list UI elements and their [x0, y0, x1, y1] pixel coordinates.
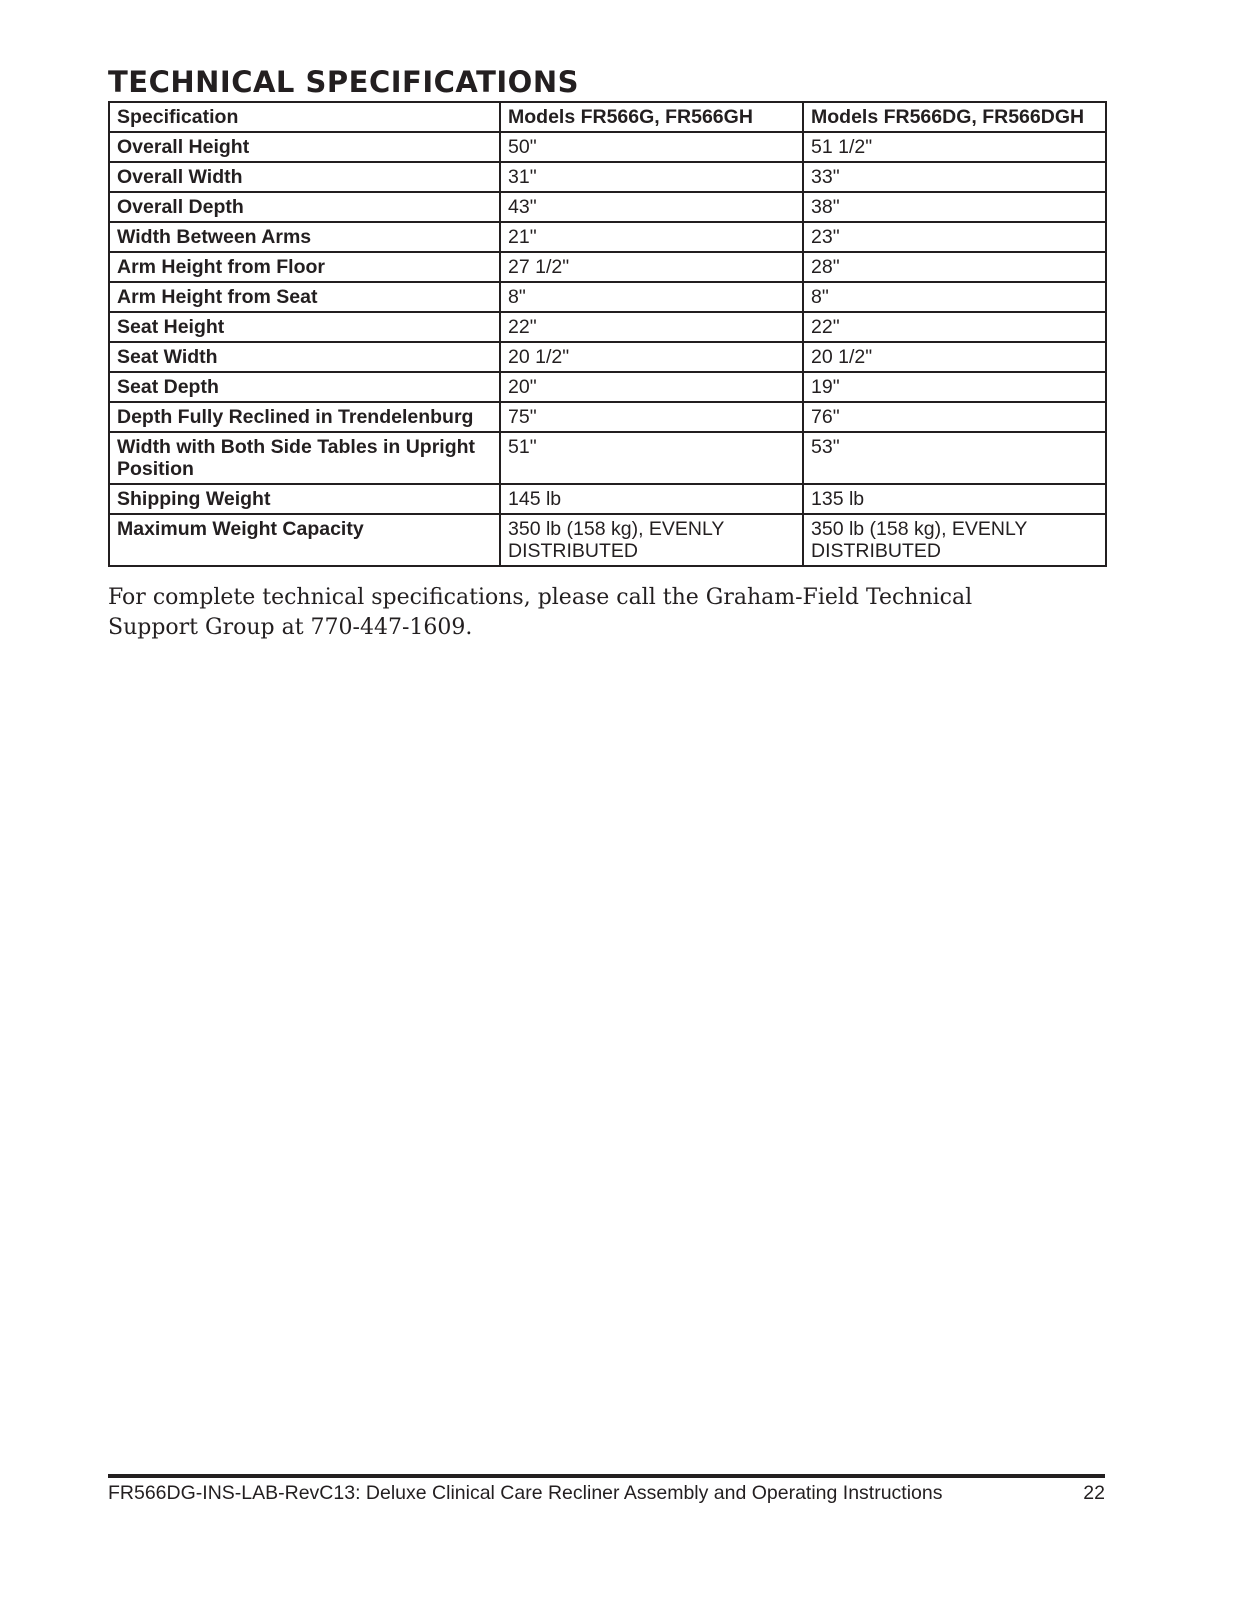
spec-value-fr566g: 20" [500, 372, 803, 402]
spec-name: Overall Depth [109, 192, 500, 222]
column-header-models-fr566g: Models FR566G, FR566GH [500, 102, 803, 132]
spec-name: Seat Depth [109, 372, 500, 402]
table-row [109, 402, 1106, 432]
specifications-table [108, 101, 1107, 567]
spec-value-fr566dg: 19" [803, 372, 1106, 402]
page-title: TECHNICAL SPECIFICATIONS [108, 65, 579, 99]
table-row [109, 514, 1106, 566]
spec-value-fr566g: 20 1/2" [500, 342, 803, 372]
spec-value-fr566g: 27 1/2" [500, 252, 803, 282]
spec-value-fr566dg: 76" [803, 402, 1106, 432]
table-row [109, 372, 1106, 402]
table-row [109, 192, 1106, 222]
table-row [109, 162, 1106, 192]
spec-value-fr566g: 51" [500, 432, 803, 484]
spec-name: Width with Both Side Tables in Upright Position [109, 432, 500, 484]
spec-value-fr566dg: 8" [803, 282, 1106, 312]
table-row [109, 132, 1106, 162]
spec-value-fr566g: 21" [500, 222, 803, 252]
spec-value-fr566g: 22" [500, 312, 803, 342]
spec-name: Seat Height [109, 312, 500, 342]
spec-value-fr566g: 75" [500, 402, 803, 432]
table-row [109, 222, 1106, 252]
table-row [109, 282, 1106, 312]
spec-name: Shipping Weight [109, 484, 500, 514]
spec-value-fr566dg: 51 1/2" [803, 132, 1106, 162]
table-row [109, 252, 1106, 282]
spec-value-fr566dg: 53" [803, 432, 1106, 484]
column-header-models-fr566dg: Models FR566DG, FR566DGH [803, 102, 1106, 132]
table-row [109, 312, 1106, 342]
spec-name: Arm Height from Seat [109, 282, 500, 312]
spec-value-fr566g: 350 lb (158 kg), EVENLY DISTRIBUTED [500, 514, 803, 566]
column-header-specification: Specification [109, 102, 500, 132]
spec-value-fr566dg: 350 lb (158 kg), EVENLY DISTRIBUTED [803, 514, 1106, 566]
spec-name: Overall Height [109, 132, 500, 162]
spec-value-fr566g: 145 lb [500, 484, 803, 514]
footer-divider [108, 1474, 1105, 1478]
table-row [109, 484, 1106, 514]
table-header-row [109, 102, 1106, 132]
table-row [109, 432, 1106, 484]
spec-value-fr566dg: 135 lb [803, 484, 1106, 514]
table-row [109, 342, 1106, 372]
footer-document-title: FR566DG-INS-LAB-RevC13: Deluxe Clinical Care Recliner Assembly and Operating Instructions [108, 1482, 943, 1504]
spec-value-fr566dg: 23" [803, 222, 1106, 252]
spec-name: Arm Height from Floor [109, 252, 500, 282]
spec-value-fr566g: 50" [500, 132, 803, 162]
spec-value-fr566g: 8" [500, 282, 803, 312]
spec-name: Maximum Weight Capacity [109, 514, 500, 566]
spec-name: Seat Width [109, 342, 500, 372]
spec-value-fr566dg: 38" [803, 192, 1106, 222]
spec-value-fr566dg: 28" [803, 252, 1106, 282]
spec-value-fr566dg: 20 1/2" [803, 342, 1106, 372]
technical-support-note: For complete technical specifications, please call the Graham-Field Technical Support Group at 770-447-1609. [108, 585, 973, 640]
spec-name: Depth Fully Reclined in Trendelenburg [109, 402, 500, 432]
spec-value-fr566g: 31" [500, 162, 803, 192]
spec-name: Width Between Arms [109, 222, 500, 252]
spec-value-fr566g: 43" [500, 192, 803, 222]
page-number: 22 [1083, 1482, 1105, 1504]
spec-name: Overall Width [109, 162, 500, 192]
spec-value-fr566dg: 22" [803, 312, 1106, 342]
spec-value-fr566dg: 33" [803, 162, 1106, 192]
